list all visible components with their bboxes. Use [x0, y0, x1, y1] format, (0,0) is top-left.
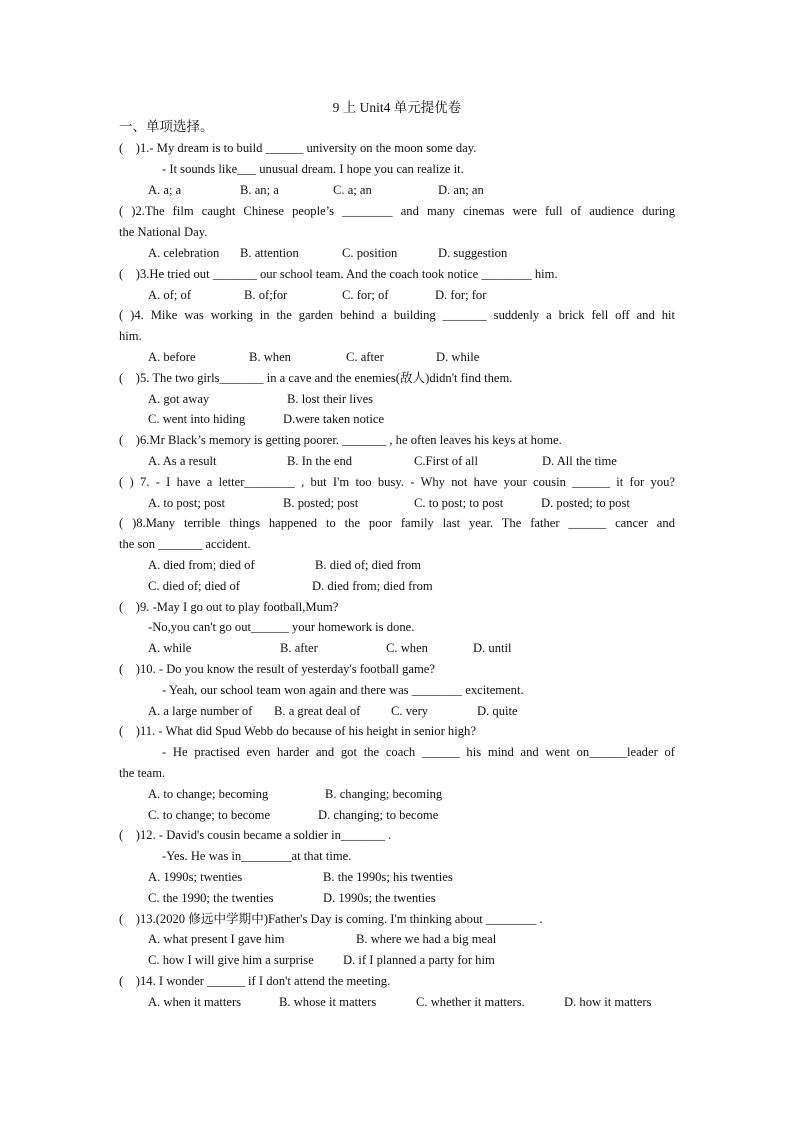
question-5-option-d: D.were taken notice [283, 412, 385, 426]
question-5-option-c: C. went into hiding [148, 412, 246, 426]
question-8-option-b: B. died of; died from [315, 558, 421, 572]
section-heading: 一、单项选择。 [119, 119, 214, 134]
question-9-option-b: B. after [280, 641, 318, 655]
question-12-option-d: D. 1990s; the twenties [323, 891, 436, 905]
question-5-stem: ( )5. The two girls_______ in a cave and the enemies(敌人)didn't find them. [119, 371, 513, 385]
question-9-option-d: D. until [473, 641, 512, 655]
question-14-option-d: D. how it matters [564, 995, 652, 1009]
question-13-option-b: B. where we had a big meal [356, 932, 497, 946]
question-4-option-b: B. when [249, 350, 291, 364]
question-6-option-b: B. In the end [287, 454, 353, 468]
page-title: 9 上 Unit4 单元提优卷 [332, 100, 462, 115]
question-2-option-a: A. celebration [148, 246, 220, 260]
question-1-option-d: D. an; an [438, 183, 484, 197]
question-7-option-c: C. to post; to post [414, 496, 504, 510]
question-4-option-a: A. before [148, 350, 196, 364]
question-10-option-a: A. a large number of [148, 704, 253, 718]
question-11-option-a: A. to change; becoming [148, 787, 269, 801]
question-7-stem: ( ) 7. - I have a letter________ , but I'm too busy. - Why not have your cousin ______ it for you? [119, 475, 675, 489]
question-9-option-a: A. while [148, 641, 192, 655]
question-7-option-d: D. posted; to post [541, 496, 630, 510]
question-6-stem: ( )6.Mr Black’s memory is getting poorer. _______ , he often leaves his keys at home. [119, 433, 562, 447]
question-12-reply: -Yes. He was in________at that time. [162, 849, 352, 863]
question-2-continuation: the National Day. [119, 225, 208, 239]
question-10-option-c: C. very [391, 704, 429, 718]
question-7-option-b: B. posted; post [283, 496, 359, 510]
question-9-option-c: C. when [386, 641, 428, 655]
question-3-option-c: C. for; of [342, 288, 389, 302]
question-13-option-a: A. what present I gave him [148, 932, 285, 946]
question-1-reply: - It sounds like___ unusual dream. I hope you can realize it. [162, 162, 464, 176]
question-4-option-d: D. while [436, 350, 480, 364]
question-3-option-d: D. for; for [435, 288, 487, 302]
question-8-option-d: D. died from; died from [312, 579, 433, 593]
question-11-option-b: B. changing; becoming [325, 787, 443, 801]
question-11-reply: - He practised even harder and got the coach ______ his mind and went on______leader of [162, 745, 675, 759]
question-11-option-c: C. to change; to become [148, 808, 271, 822]
question-13-option-c: C. how I will give him a surprise [148, 953, 314, 967]
question-10-reply: - Yeah, our school team won again and there was ________ excitement. [162, 683, 524, 697]
question-6-option-d: D. All the time [542, 454, 617, 468]
question-1-option-a: A. a; a [148, 183, 182, 197]
question-9-reply: -No,you can't go out______ your homework is done. [148, 620, 415, 634]
question-4-stem: ( )4. Mike was working in the garden behind a building _______ suddenly a brick fell off and hit [119, 308, 675, 322]
question-3-option-a: A. of; of [148, 288, 192, 302]
question-2-option-b: B. attention [240, 246, 299, 260]
question-8-continuation: the son _______ accident. [119, 537, 251, 551]
question-5-option-a: A. got away [148, 392, 210, 406]
question-3-option-b: B. of;for [244, 288, 288, 302]
question-6-option-a: A. As a result [148, 454, 217, 468]
question-4-continuation: him. [119, 329, 142, 343]
question-1-option-c: C. a; an [333, 183, 372, 197]
question-12-option-a: A. 1990s; twenties [148, 870, 243, 884]
question-12-stem: ( )12. - David's cousin became a soldier in_______ . [119, 828, 392, 842]
question-3-stem: ( )3.He tried out _______ our school team. And the coach took notice ________ him. [119, 267, 558, 281]
question-14-option-c: C. whether it matters. [416, 995, 525, 1009]
question-6-option-c: C.First of all [414, 454, 479, 468]
question-12-option-b: B. the 1990s; his twenties [323, 870, 453, 884]
question-2-option-d: D. suggestion [438, 246, 508, 260]
question-14-option-a: A. when it matters [148, 995, 242, 1009]
question-2-stem: ( )2.The film caught Chinese people’s ________ and many cinemas were full of audience during [119, 204, 675, 218]
question-13-option-d: D. if I planned a party for him [343, 953, 495, 967]
question-8-option-a: A. died from; died of [148, 558, 255, 572]
question-14-option-b: B. whose it matters [279, 995, 377, 1009]
question-11-stem: ( )11. - What did Spud Webb do because of his height in senior high? [119, 724, 476, 738]
question-7-option-a: A. to post; post [148, 496, 225, 510]
question-4-option-c: C. after [346, 350, 384, 364]
question-14-stem: ( )14. I wonder ______ if I don't attend the meeting. [119, 974, 391, 988]
question-2-option-c: C. position [342, 246, 398, 260]
question-1-option-b: B. an; a [240, 183, 279, 197]
question-8-stem: ( )8.Many terrible things happened to the poor family last year. The father ______ cancer and [119, 516, 675, 530]
question-5-option-b: B. lost their lives [287, 392, 374, 406]
question-8-option-c: C. died of; died of [148, 579, 240, 593]
question-1-stem: ( )1.- My dream is to build ______ university on the moon some day. [119, 141, 477, 155]
question-13-stem: ( )13.(2020 修远中学期中)Father's Day is coming. I'm thinking about ________ . [119, 912, 543, 926]
question-12-option-c: C. the 1990; the twenties [148, 891, 274, 905]
question-10-option-b: B. a great deal of [274, 704, 361, 718]
question-10-option-d: D. quite [477, 704, 518, 718]
question-9-stem: ( )9. -May I go out to play football,Mum? [119, 600, 339, 614]
question-10-stem: ( )10. - Do you know the result of yesterday's football game? [119, 662, 435, 676]
question-11-option-d: D. changing; to become [318, 808, 439, 822]
question-11-continuation: the team. [119, 766, 166, 780]
